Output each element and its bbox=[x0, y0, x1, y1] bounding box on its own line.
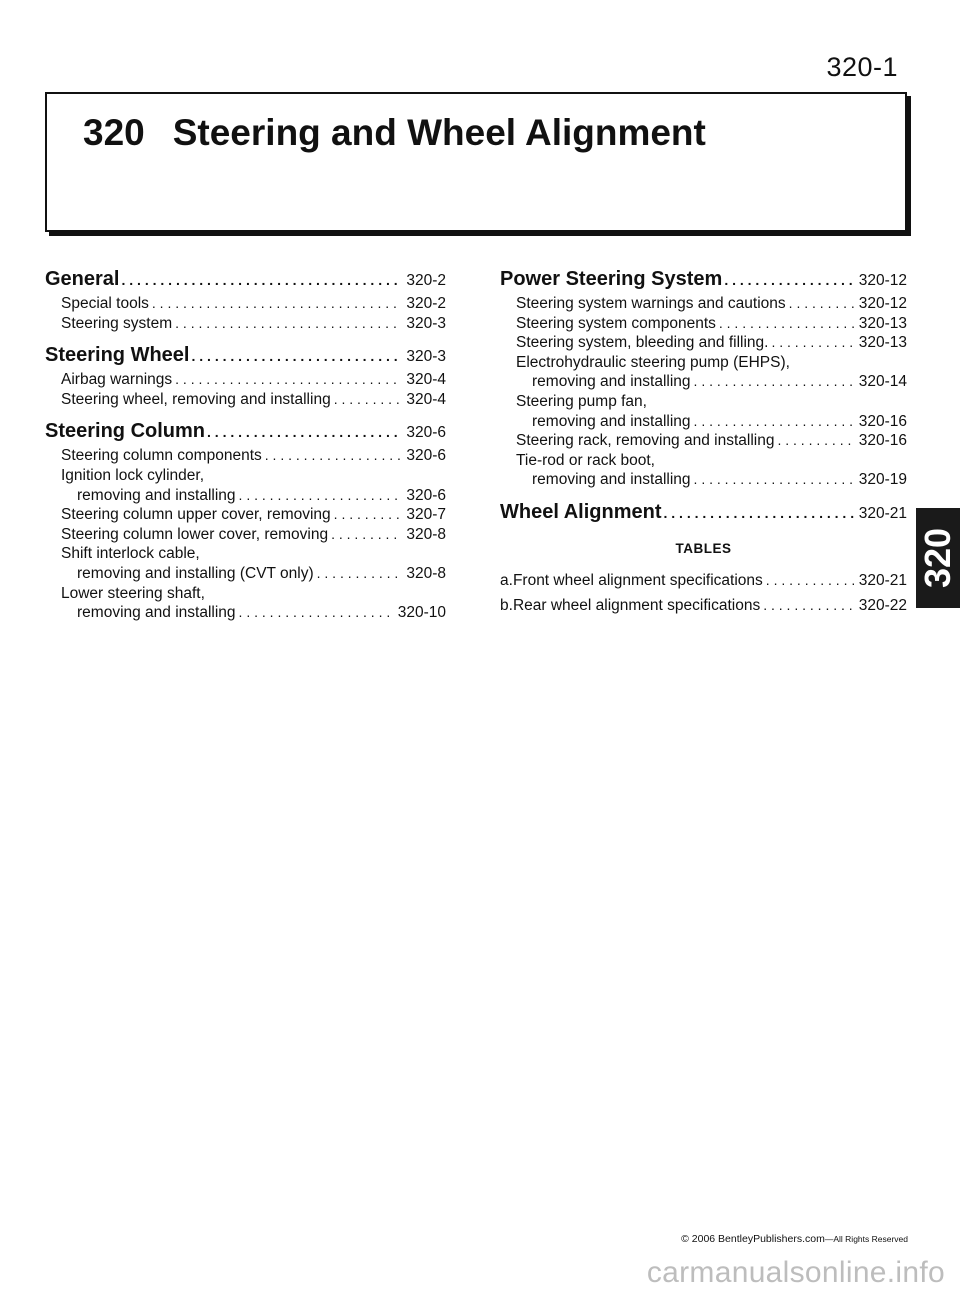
dot-leader bbox=[777, 431, 853, 451]
page-number: 320-1 bbox=[826, 52, 898, 82]
copyright-footer bbox=[681, 1233, 908, 1245]
toc-section-wheel-alignment bbox=[500, 499, 907, 527]
dot-leader bbox=[763, 593, 854, 618]
toc-entry-label: Steering system components bbox=[516, 314, 716, 332]
toc-entry[interactable] bbox=[61, 390, 446, 410]
toc-page-ref: 320-8 bbox=[406, 564, 446, 582]
toc-entry[interactable] bbox=[61, 314, 446, 334]
toc-entry[interactable] bbox=[61, 294, 446, 314]
toc-page-ref: 320-13 bbox=[858, 334, 907, 352]
toc-heading-label: Steering Column bbox=[45, 420, 206, 443]
dot-leader bbox=[265, 446, 402, 466]
chapter-number: 320 bbox=[83, 112, 145, 153]
toc-entry-label: Steering system bbox=[61, 314, 173, 332]
dot-leader bbox=[663, 500, 853, 526]
dot-leader bbox=[334, 390, 402, 410]
toc-entry-multiline[interactable] bbox=[516, 353, 907, 392]
chapter-title bbox=[83, 112, 706, 154]
toc-entry bbox=[516, 372, 907, 392]
dot-leader bbox=[694, 372, 854, 392]
toc-page-ref: 320-12 bbox=[858, 272, 907, 289]
toc-entries bbox=[45, 446, 446, 622]
dot-leader bbox=[334, 505, 402, 525]
toc-entry bbox=[61, 603, 446, 623]
toc-entry-label: Airbag warnings bbox=[61, 371, 173, 389]
toc-section-steering-wheel bbox=[45, 342, 446, 409]
toc-entry-multiline[interactable] bbox=[516, 451, 907, 490]
dot-leader bbox=[766, 568, 854, 593]
dot-leader bbox=[694, 412, 854, 432]
toc-entry-label: removing and installing bbox=[532, 471, 691, 489]
chapter-header-box bbox=[45, 92, 907, 232]
toc-heading-label: General bbox=[45, 268, 120, 290]
dot-leader bbox=[239, 486, 402, 506]
toc-entry bbox=[61, 486, 446, 506]
toc-page-ref: 320-22 bbox=[858, 596, 907, 614]
toc-heading-power-steering[interactable] bbox=[500, 266, 907, 294]
chapter-side-tab bbox=[916, 508, 960, 608]
toc-page-ref: 320-6 bbox=[406, 424, 446, 442]
toc-page-ref: 320-4 bbox=[406, 371, 446, 389]
dot-leader bbox=[207, 419, 401, 445]
toc-entry-multiline[interactable] bbox=[61, 544, 446, 583]
toc-entry bbox=[516, 470, 907, 490]
toc-entry-label: removing and installing bbox=[77, 604, 236, 622]
toc-heading-wheel-alignment[interactable] bbox=[500, 499, 907, 527]
toc-entry-label: Steering rack, removing and installing bbox=[516, 432, 775, 450]
toc-heading-general[interactable] bbox=[45, 266, 446, 294]
table-letter: b. bbox=[500, 596, 513, 614]
dot-leader bbox=[191, 343, 401, 369]
toc-entry-multiline[interactable] bbox=[516, 392, 907, 431]
toc-entry-multiline[interactable] bbox=[61, 584, 446, 623]
toc-page-ref: 320-14 bbox=[858, 373, 907, 391]
toc-entries bbox=[45, 370, 446, 409]
toc-page-ref: 320-8 bbox=[406, 525, 446, 543]
dot-leader bbox=[694, 470, 854, 490]
toc-heading-label: Power Steering System bbox=[500, 268, 723, 290]
toc-entry-label: removing and installing bbox=[532, 373, 691, 391]
toc-heading-steering-column[interactable] bbox=[45, 418, 446, 446]
dot-leader bbox=[175, 314, 401, 334]
toc-entry-label: Steering wheel, removing and installing bbox=[61, 390, 331, 408]
toc-entry-label: removing and installing bbox=[532, 412, 691, 430]
toc-right-column bbox=[500, 266, 907, 618]
dot-leader bbox=[724, 267, 853, 293]
toc-page-ref: 320-19 bbox=[858, 471, 907, 489]
toc-page-ref: 320-3 bbox=[406, 314, 446, 332]
watermark: carmanualsonline.info bbox=[646, 1256, 945, 1289]
toc-page-ref: 320-3 bbox=[406, 348, 446, 366]
toc-entry-label: Steering system warnings and cautions bbox=[516, 295, 786, 312]
toc-entry[interactable] bbox=[61, 370, 446, 390]
toc-left-column bbox=[45, 266, 446, 623]
toc-entry-label: Special tools bbox=[61, 295, 149, 312]
toc-heading-label: Wheel Alignment bbox=[500, 500, 662, 523]
toc-entry-label: Steering column lower cover, removing bbox=[61, 525, 329, 543]
dot-leader bbox=[152, 294, 401, 314]
dot-leader bbox=[719, 314, 854, 334]
toc-page-ref: 320-6 bbox=[406, 486, 446, 504]
toc-heading-label: Steering Wheel bbox=[45, 344, 190, 367]
toc-page-ref: 320-21 bbox=[858, 504, 907, 522]
toc-entry[interactable] bbox=[61, 505, 446, 525]
toc-section-general bbox=[45, 266, 446, 333]
toc-entry-line1: Electrohydraulic steering pump (EHPS), bbox=[516, 353, 790, 371]
toc-page-ref: 320-10 bbox=[397, 604, 446, 622]
toc-page-ref: 320-12 bbox=[858, 295, 907, 312]
toc-entry[interactable] bbox=[516, 431, 907, 451]
toc-page-ref: 320-13 bbox=[858, 314, 907, 332]
table-letter: a. bbox=[500, 571, 513, 589]
rights-text: —All Rights Reserved bbox=[824, 1234, 908, 1244]
toc-entry-line1: Tie-rod or rack boot, bbox=[516, 451, 655, 469]
table-entry-label: Rear wheel alignment specifications bbox=[512, 596, 761, 614]
dot-leader bbox=[317, 564, 402, 584]
copyright-text: © 2006 BentleyPublishers.com bbox=[681, 1233, 825, 1245]
toc-entry bbox=[516, 412, 907, 432]
toc-entry[interactable] bbox=[516, 333, 907, 353]
dot-leader bbox=[239, 603, 393, 623]
tables-list bbox=[500, 568, 907, 618]
toc-section-steering-column bbox=[45, 418, 446, 622]
toc-entry-label: Steering system, bleeding and filling. bbox=[516, 334, 769, 352]
toc-heading-steering-wheel[interactable] bbox=[45, 342, 446, 370]
toc-page-ref: 320-6 bbox=[406, 447, 446, 465]
dot-leader bbox=[771, 333, 853, 353]
toc-page-ref: 320-4 bbox=[406, 390, 446, 408]
toc-entry[interactable] bbox=[516, 294, 907, 314]
toc-page-ref: 320-16 bbox=[858, 412, 907, 430]
table-entry[interactable] bbox=[500, 593, 907, 618]
dot-leader bbox=[331, 525, 401, 545]
toc-entry[interactable] bbox=[61, 446, 446, 466]
table-entry[interactable] bbox=[500, 568, 907, 593]
dot-leader bbox=[789, 294, 854, 314]
toc-entry-multiline[interactable] bbox=[61, 466, 446, 505]
toc-entry-line1: Shift interlock cable, bbox=[61, 545, 200, 563]
toc-page-ref: 320-2 bbox=[406, 295, 446, 312]
toc-page-ref: 320-21 bbox=[858, 571, 907, 589]
toc-entries bbox=[45, 294, 446, 333]
toc-entry-label: Steering column components bbox=[61, 447, 262, 465]
tables-heading: TABLES bbox=[675, 540, 732, 556]
toc-entry[interactable] bbox=[61, 525, 446, 545]
toc-entry-label: Steering column upper cover, removing bbox=[61, 506, 331, 524]
toc-entry-line1: Steering pump fan, bbox=[516, 392, 647, 410]
chapter-title-text: Steering and Wheel Alignment bbox=[172, 112, 706, 153]
table-entry-label: Front wheel alignment specifications bbox=[512, 571, 763, 589]
toc-section-power-steering bbox=[500, 266, 907, 490]
toc-entry[interactable] bbox=[516, 314, 907, 334]
toc-page-ref: 320-7 bbox=[406, 506, 446, 524]
toc-page-ref: 320-16 bbox=[858, 432, 907, 450]
toc-entry-label: removing and installing bbox=[77, 486, 236, 504]
toc-page-ref: 320-2 bbox=[406, 272, 446, 289]
side-tab-label: 320 bbox=[917, 527, 958, 589]
toc-entries bbox=[500, 294, 907, 490]
toc-entry bbox=[61, 564, 446, 584]
toc-entry-line1: Lower steering shaft, bbox=[61, 584, 205, 602]
dot-leader bbox=[121, 267, 401, 293]
toc-entry-label: removing and installing (CVT only) bbox=[77, 564, 314, 582]
dot-leader bbox=[175, 370, 401, 390]
toc-entry-line1: Ignition lock cylinder, bbox=[61, 466, 205, 484]
